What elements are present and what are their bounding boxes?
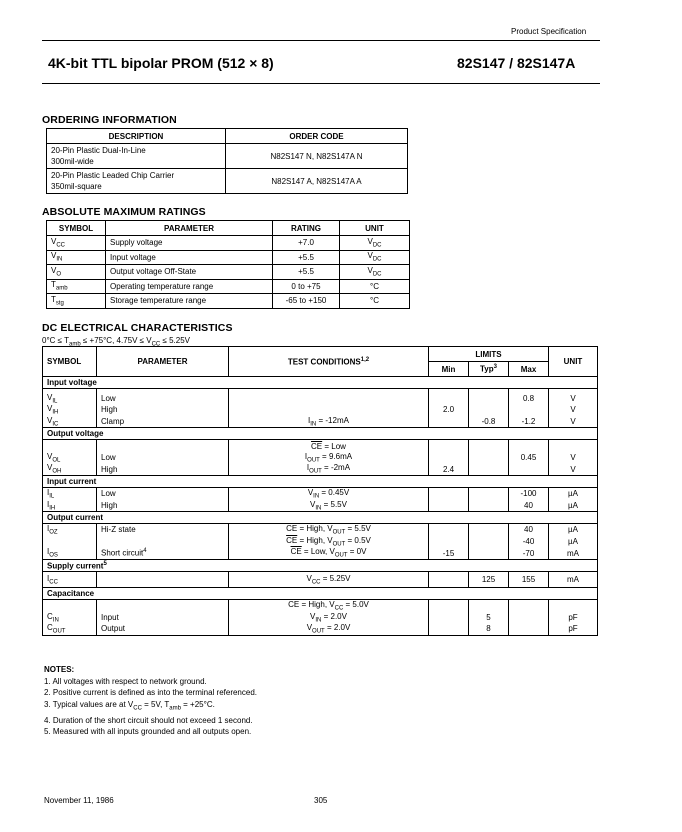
footer-date: November 11, 1986 [44, 796, 114, 805]
table-row: $I_{IL}$ Low $V_{IN} = 0.45V$ -100 µA [43, 487, 598, 499]
section-output-voltage: Output voltage [43, 428, 598, 440]
note-4: 4. Duration of the short circuit should not exceed 1 second. [44, 715, 253, 725]
table-row: $V_{CC}$ Supply voltage +7.0 $V_{DC}$ [47, 236, 410, 251]
dc-table: SYMBOL PARAMETER TEST CONDITIONS$^{1,2}$ LIMITS UNIT Min Typ$^3$ Max Input voltage $V_{IL}$ Low 0.8 V $V_{IH}$ High 2.0 V $V_{IC}$ Clamp $I_{IN} = -12mA$ -0.8 -1.2 V Output voltage $\overline{CE}$ = Low $V_{OL}$ Low $I_{OUT} = 9.6mA$ 0.45 V $V_{OH}$ High $I_{OUT} = -2mA$ 2.4 V Input current $I_{IL}$ Low $V_{IN} = 0.45V$ -100 µA $I_{IH}$ High $V_{IN} = 5.5V$ 40 µA Output current $I_{OZ}$ Hi-Z state $\overline{CE}$ = High, $V_{OUT} = 5.5V$ 40 µA $\overline{CE}$ = High, $V_{OUT} = 0.5V$ -40 µA $I_{OS}$ Short circuit$^4$ $\overline{CE}$ = Low, $V_{OUT} = 0V$ -15 -70 mA Supply current$^5$ $I_{CC}$ $V_{CC} = 5.25V$ 125 155 mA Capacitance $\overline{CE}$ = High, $V_{CC} = 5.0V$ $C_{IN}$ Input $V_{IN} = 2.0V$ 5 pF $C_{OUT}$ Output $V_{OUT} = 2.0V$ 8 pF [42, 346, 598, 636]
note-1: 1. All voltages with respect to network ground. [44, 676, 207, 686]
table-row: $T_{stg}$ Storage temperature range -65 to +150 °C [47, 294, 410, 309]
table-row: 20-Pin Plastic Dual-In-Line 300mil-wide N82S147 N, N82S147A N [47, 144, 408, 169]
table-row: $I_{OS}$ Short circuit$^4$ $\overline{CE}$ = Low, $V_{OUT} = 0V$ -15 -70 mA [43, 547, 598, 559]
note-5: 5. Measured with all inputs grounded and all outputs open. [44, 727, 252, 737]
table-row: $V_{IN}$ Input voltage +5.5 $V_{DC}$ [47, 250, 410, 265]
spec-label: Product Specification [511, 27, 587, 36]
dc-heading: DC ELECTRICAL CHARACTERISTICS [42, 322, 233, 334]
col-order-code: ORDER CODE [226, 129, 408, 144]
header-rule [42, 40, 600, 41]
header-rule-2 [42, 83, 600, 84]
abs-max-heading: ABSOLUTE MAXIMUM RATINGS [42, 206, 206, 218]
table-row: $V_{OH}$ High $I_{OUT} = -2mA$ 2.4 V [43, 463, 598, 475]
table-row: $V_{IH}$ High 2.0 V [43, 404, 598, 416]
page-number: 305 [314, 796, 328, 805]
abs-max-table: SYMBOL PARAMETER RATING UNIT $V_{CC}$ Supply voltage +7.0 $V_{DC}$ $V_{IN}$ Input voltage +5.5 $V_{DC}$ $V_O$ Output voltage Off-State +5.5 $V_{DC}$ $T_{amb}$ Operating temperature range 0 to +75 °C $T_{stg}$ Storage temperature range -65 to +150 °C [46, 220, 410, 309]
table-row: $C_{OUT}$ Output $V_{OUT} = 2.0V$ 8 pF [43, 623, 598, 635]
note-3: 3. Typical values are at $V_{CC} = 5V$, $T_{amb} = +25^\circ C$. [44, 699, 215, 712]
section-input-current: Input current [43, 475, 598, 487]
section-input-voltage: Input voltage [43, 377, 598, 389]
table-row: $V_{OL}$ Low $I_{OUT} = 9.6mA$ 0.45 V [43, 452, 598, 464]
table-row: $V_O$ Output voltage Off-State +5.5 $V_{DC}$ [47, 265, 410, 280]
dc-conditions: $0^\circ C \le T_{amb} \le +75^\circ C$, $4.75V \le V_{CC} \le 5.25V$ [42, 336, 191, 348]
table-row: $C_{IN}$ Input $V_{IN} = 2.0V$ 5 pF [43, 612, 598, 624]
table-row: $I_{CC}$ $V_{CC} = 5.25V$ 125 155 mA [43, 571, 598, 587]
table-row: $V_{IC}$ Clamp $I_{IN} = -12mA$ -0.8 -1.2 V [43, 416, 598, 428]
table-row: $I_{IH}$ High $V_{IN} = 5.5V$ 40 µA [43, 500, 598, 512]
notes: NOTES: 1. All voltages with respect to network ground. 2. Positive current is defined as into the terminal referenced. 3. Typical values are at $V_{CC} = 5V$, $T_{amb} = +25^\circ C$. 4. Duration of the short circuit should not exceed 1 second. 5. Measured with all inputs grounded and all outputs open. [44, 665, 257, 737]
section-capacitance: Capacitance [43, 587, 598, 599]
section-supply-current: Supply current$^5$ [43, 559, 598, 571]
table-row: $T_{amb}$ Operating temperature range 0 to +75 °C [47, 279, 410, 294]
section-output-current: Output current [43, 512, 598, 524]
part-number: 82S147 / 82S147A [457, 55, 576, 71]
col-description: DESCRIPTION [47, 129, 226, 144]
table-row: $I_{OZ}$ Hi-Z state $\overline{CE}$ = High, $V_{OUT} = 5.5V$ 40 µA [43, 524, 598, 536]
page-title: 4K-bit TTL bipolar PROM (512 × 8) [48, 55, 274, 71]
table-row: 20-Pin Plastic Leaded Chip Carrier 350mil-square N82S147 A, N82S147A A [47, 169, 408, 194]
ordering-table [46, 128, 408, 194]
note-2: 2. Positive current is defined as into the terminal referenced. [44, 688, 257, 697]
ordering-heading: ORDERING INFORMATION [42, 114, 177, 126]
table-row: $V_{IL}$ Low 0.8 V [43, 393, 598, 405]
